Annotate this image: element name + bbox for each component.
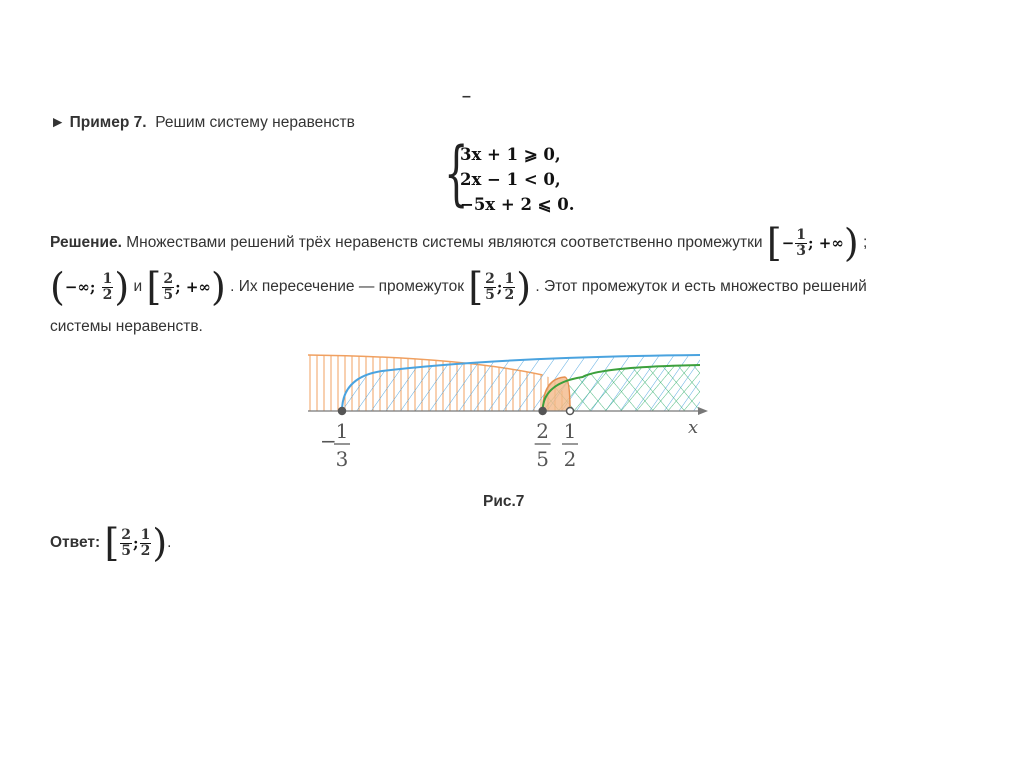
- inequality-1: 3x + 1 ⩾ 0,: [460, 145, 561, 164]
- curly-brace-icon: {: [444, 132, 469, 214]
- solution-text-3: . Этот промежуток и есть множество решений: [535, 278, 867, 296]
- interval-4: [ $\frac{2}{5}$ ; $\frac{1}{2}$ ): [468, 265, 532, 309]
- solution-text-2: . Их пересечение — промежуток: [230, 278, 465, 296]
- point-label-den-0: 3: [335, 447, 349, 471]
- number-line-figure: [300, 345, 720, 475]
- answer: Ответ: [ $\frac{2}{5}$ ; $\frac{1}{2}$ ).: [50, 521, 172, 565]
- header-dash: –: [462, 88, 471, 105]
- inequality-2: 2x − 1 < 0,: [460, 170, 561, 189]
- answer-label: Ответ:: [50, 534, 101, 552]
- point-0: [339, 408, 346, 415]
- example-title: Пример 7.: [69, 114, 147, 131]
- point-label-num-1: 2: [536, 419, 550, 443]
- solution-line-2: (−∞; $\frac{1}{2}$ ) и [ $\frac{2}{5}$ ; +∞) . Их пересечение — промежуток [ $\frac{2}{5}$ ; $\frac{1}{2}$ ) . Этот промежуток и есть множество решений: [50, 265, 867, 309]
- solution-line-1: Решение. Множествами решений трёх неравенств системы являются соответственно промежутки [− $\frac{1}{3}$ ; +∞) ;: [50, 221, 868, 265]
- example-heading: [50, 114, 355, 132]
- example-text: Решим систему неравенств: [155, 114, 355, 131]
- solution-line-3: системы неравенств.: [50, 318, 203, 335]
- solution-text-1: Множествами решений трёх неравенств системы являются соответственно промежутки: [126, 234, 763, 252]
- interval-1: [− $\frac{1}{3}$ ; +∞): [766, 221, 859, 265]
- interval-3: [ $\frac{2}{5}$ ; +∞): [146, 265, 226, 309]
- point-label-num-2: 1: [563, 419, 577, 443]
- point-label-den-2: 2: [563, 447, 577, 471]
- x-axis-arrow-icon: [698, 407, 708, 415]
- figure-caption: Рис.7: [483, 493, 525, 510]
- point-label-den-1: 5: [536, 447, 550, 471]
- point-label-sign-0: −: [320, 429, 337, 453]
- point-label-num-0: 1: [335, 419, 349, 443]
- point-1: [539, 408, 546, 415]
- interval-2: (−∞; $\frac{1}{2}$ ): [50, 265, 130, 309]
- solution-label: Решение.: [50, 234, 122, 252]
- inequality-3: −5x + 2 ⩽ 0.: [460, 195, 575, 214]
- triangle-marker-icon: ►: [50, 114, 66, 131]
- x-axis-label: x: [688, 417, 699, 438]
- point-2: [567, 408, 574, 415]
